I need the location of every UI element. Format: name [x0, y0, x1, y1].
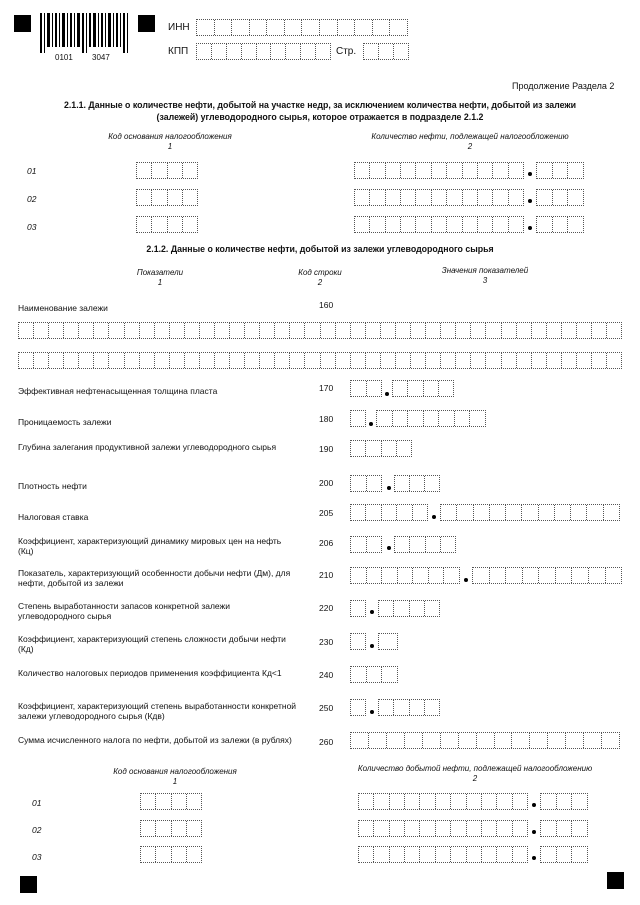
line-260-field[interactable] — [350, 732, 620, 749]
line-200-label: Плотность нефти — [18, 481, 87, 491]
decimal-point — [370, 710, 374, 714]
line-200-int-field[interactable] — [350, 475, 382, 492]
section-212-col2-num: 2 — [317, 278, 323, 287]
decimal-point — [532, 830, 536, 834]
line-170-code: 170 — [319, 383, 334, 393]
deposit-name-field-line1[interactable] — [18, 322, 622, 339]
barcode — [40, 13, 128, 53]
line-210-code: 210 — [319, 570, 334, 580]
section-212-col1-header: Показатели — [136, 268, 184, 277]
line-250-label: Коэффициент, характеризующий степень выработанности конкретной залежи углеводородного сырья (Кдв) — [18, 701, 297, 721]
page-number-field[interactable] — [363, 43, 409, 60]
line-206-label: Коэффициент, характеризующий динамику мировых цен на нефть (Кц) — [18, 536, 282, 556]
section-212-title: 2.1.2. Данные о количестве нефти, добытой из залежи углеводородного сырья — [146, 244, 494, 254]
bottom-row-code: 01 — [32, 798, 42, 808]
line-240-code: 240 — [319, 670, 334, 680]
section-211-quantity-frac-field[interactable] — [536, 162, 584, 179]
line-230-code: 230 — [319, 637, 334, 647]
line-190-code: 190 — [319, 444, 334, 454]
bottom-quantity-int-field[interactable] — [358, 846, 528, 863]
section-211-col1-header: Код основания налогообложения — [108, 132, 232, 141]
line-190-label: Глубина залегания продуктивной залежи углеводородного сырья — [18, 442, 277, 452]
line-180-int-field[interactable] — [350, 410, 366, 427]
line-205-int-field[interactable] — [350, 504, 428, 521]
decimal-point — [528, 226, 532, 230]
decimal-point — [532, 803, 536, 807]
line-206-code: 206 — [319, 538, 334, 548]
inn-field[interactable] — [196, 19, 408, 36]
deposit-name-field-line2[interactable] — [18, 352, 622, 369]
section-211-row-code: 01 — [27, 166, 37, 176]
line-210-int-field[interactable] — [350, 567, 460, 584]
section-211-title-line1: 2.1.1. Данные о количестве нефти, добытой на участке недр, за исключением количества нефти, добытой из залежи — [63, 100, 577, 110]
line-220-frac-field[interactable] — [378, 600, 440, 617]
bottom-col1-num: 1 — [172, 777, 178, 786]
bottom-quantity-frac-field[interactable] — [540, 820, 588, 837]
bottom-quantity-int-field[interactable] — [358, 820, 528, 837]
section-211-basis-code-field[interactable] — [136, 162, 198, 179]
bottom-quantity-int-field[interactable] — [358, 793, 528, 810]
section-212-col2-header: Код строки — [298, 268, 342, 277]
line-170-int-field[interactable] — [350, 380, 382, 397]
line-260-label: Сумма исчисленного налога по нефти, добытой из залежи (в рублях) — [18, 735, 292, 745]
line-205-frac-field[interactable] — [440, 504, 620, 521]
line-210-frac-field[interactable] — [472, 567, 622, 584]
line-260-code: 260 — [319, 737, 334, 747]
deposit-name-code: 160 — [319, 300, 334, 310]
line-230-label: Коэффициент, характеризующий степень сложности добычи нефти (Кд) — [18, 634, 286, 654]
line-250-int-field[interactable] — [350, 699, 366, 716]
page-label: Стр. — [336, 46, 357, 57]
section-211-quantity-int-field[interactable] — [354, 189, 524, 206]
decimal-point — [369, 422, 373, 426]
line-210-label: Показатель, характеризующий особенности добычи нефти (Дм), для нефти, добытой из залежи — [18, 568, 291, 588]
inn-label: ИНН — [168, 22, 190, 33]
line-200-code: 200 — [319, 478, 334, 488]
bottom-basis-code-field[interactable] — [140, 820, 202, 837]
section-211-basis-code-field[interactable] — [136, 216, 198, 233]
line-220-int-field[interactable] — [350, 600, 366, 617]
line-250-code: 250 — [319, 703, 334, 713]
registration-mark-top-left — [14, 15, 31, 32]
section-212-col1-num: 1 — [157, 278, 163, 287]
line-206-int-field[interactable] — [350, 536, 382, 553]
bottom-row-code: 02 — [32, 825, 42, 835]
bottom-col2-header: Количество добытой нефти, подлежащей налогообложению — [357, 764, 593, 773]
line-250-frac-field[interactable] — [378, 699, 440, 716]
section-211-quantity-int-field[interactable] — [354, 216, 524, 233]
registration-mark-bottom-right — [607, 872, 624, 889]
decimal-point — [532, 856, 536, 860]
section-212-col3-num: 3 — [482, 276, 488, 285]
line-200-frac-field[interactable] — [394, 475, 440, 492]
kpp-field[interactable] — [196, 43, 331, 60]
section-211-quantity-frac-field[interactable] — [536, 189, 584, 206]
bottom-quantity-frac-field[interactable] — [540, 846, 588, 863]
bottom-basis-code-field[interactable] — [140, 846, 202, 863]
section-211-row-code: 02 — [27, 194, 37, 204]
section-211-col2-header: Количество нефти, подлежащей налогообложению — [371, 132, 569, 141]
line-230-int-field[interactable] — [350, 633, 366, 650]
kpp-label: КПП — [168, 46, 189, 57]
section-211-quantity-frac-field[interactable] — [536, 216, 584, 233]
line-170-label: Эффективная нефтенасыщенная толщина пласта — [18, 386, 218, 396]
decimal-point — [387, 486, 391, 490]
barcode-number-right: 3047 — [92, 53, 110, 62]
section-211-col1-num: 1 — [167, 142, 173, 151]
deposit-name-label: Наименование залежи — [18, 303, 108, 313]
bottom-col1-header: Код основания налогообложения — [113, 767, 237, 776]
section-212-col3-header: Значения показателей — [441, 266, 529, 275]
decimal-point — [528, 199, 532, 203]
decimal-point — [464, 578, 468, 582]
line-180-code: 180 — [319, 414, 334, 424]
registration-mark-top-middle — [138, 15, 155, 32]
bottom-row-code: 03 — [32, 852, 42, 862]
decimal-point — [370, 644, 374, 648]
decimal-point — [528, 172, 532, 176]
continuation-label: Продолжение Раздела 2 — [512, 81, 615, 91]
line-180-frac-field[interactable] — [376, 410, 486, 427]
line-170-frac-field[interactable] — [392, 380, 454, 397]
decimal-point — [387, 546, 391, 550]
bottom-col2-num: 2 — [472, 774, 478, 783]
decimal-point — [370, 610, 374, 614]
line-205-label: Налоговая ставка — [18, 512, 89, 522]
line-190-field[interactable] — [350, 440, 412, 457]
decimal-point — [385, 392, 389, 396]
section-211-basis-code-field[interactable] — [136, 189, 198, 206]
line-205-code: 205 — [319, 508, 334, 518]
line-240-label: Количество налоговых периодов применения коэффициента Кд<1 — [18, 668, 282, 678]
line-180-label: Проницаемость залежи — [18, 417, 112, 427]
barcode-number-left: 0101 — [55, 53, 73, 62]
line-230-frac-field[interactable] — [378, 633, 398, 650]
registration-mark-bottom-left — [20, 876, 37, 893]
decimal-point — [432, 515, 436, 519]
bottom-basis-code-field[interactable] — [140, 793, 202, 810]
section-211-col2-num: 2 — [467, 142, 473, 151]
line-220-label: Степень выработанности запасов конкретной залежи углеводородного сырья — [18, 601, 230, 621]
section-211-quantity-int-field[interactable] — [354, 162, 524, 179]
bottom-quantity-frac-field[interactable] — [540, 793, 588, 810]
line-220-code: 220 — [319, 603, 334, 613]
line-206-frac-field[interactable] — [394, 536, 456, 553]
section-211-row-code: 03 — [27, 222, 37, 232]
line-240-field[interactable] — [350, 666, 398, 683]
section-211-title-line2: (залежей) углеводородного сырья, которое отражается в подразделе 2.1.2 — [156, 112, 484, 122]
